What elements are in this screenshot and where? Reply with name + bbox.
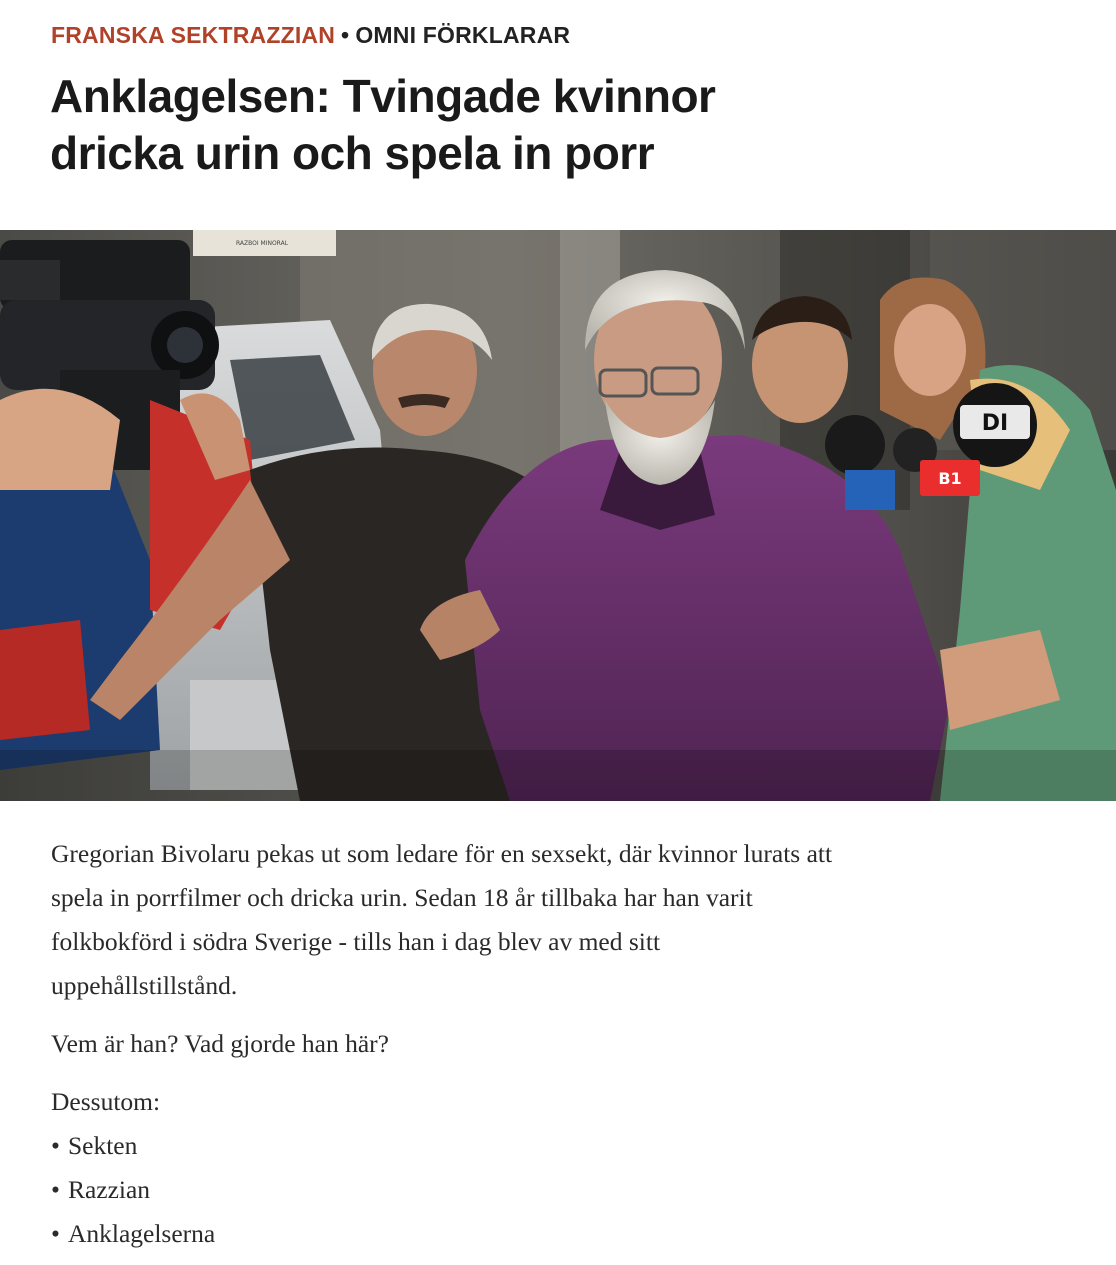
mic-label-2: B1 [938,469,962,488]
lead-line-1: Gregorian Bivolaru pekas ut som ledare för en sexsekt, där kvinnor lurats att [51,839,833,868]
article-question: Vem är han? Vad gjorde han här? [51,1029,389,1058]
bullet-icon: • [51,1131,60,1160]
also-list-item[interactable] [51,1124,1071,1168]
article-headline [50,68,1050,182]
lead-line-3: folkbokförd i södra Sverige - tills han i dag blev av med sitt [51,927,661,956]
kicker-topic-link[interactable]: FRANSKA SEKTRAZZIAN [51,22,336,48]
article-photo [0,230,1116,801]
also-item-label: Anklagelserna [67,1219,216,1248]
wall-sign [193,230,336,256]
kicker-separator: • [341,22,350,48]
mic-label-1: DI [981,411,1009,436]
also-list [51,1124,1071,1256]
also-list-item[interactable] [51,1168,1071,1212]
bullet-icon: • [51,1219,60,1248]
lead-line-2: spela in porrfilmer och dricka urin. Sedan 18 år tillbaka har han varit [51,883,753,912]
lead-line-4: uppehållstillstånd. [51,971,238,1000]
article-kicker [51,22,570,49]
article-body [51,832,1071,1256]
also-list-item[interactable] [51,1212,1071,1256]
article-lead [51,832,1071,1008]
headline-line-2: dricka urin och spela in porr [50,127,655,179]
also-item-label: Razzian [67,1175,151,1204]
headline-line-1: Anklagelsen: Tvingade kvinnor [50,70,716,122]
wall-sign-text: RAZBOI MINORAL [235,240,289,247]
kicker-label: OMNI FÖRKLARAR [355,22,571,48]
also-heading: Dessutom: [51,1087,161,1116]
bullet-icon: • [51,1175,60,1204]
also-item-label: Sekten [67,1131,138,1160]
